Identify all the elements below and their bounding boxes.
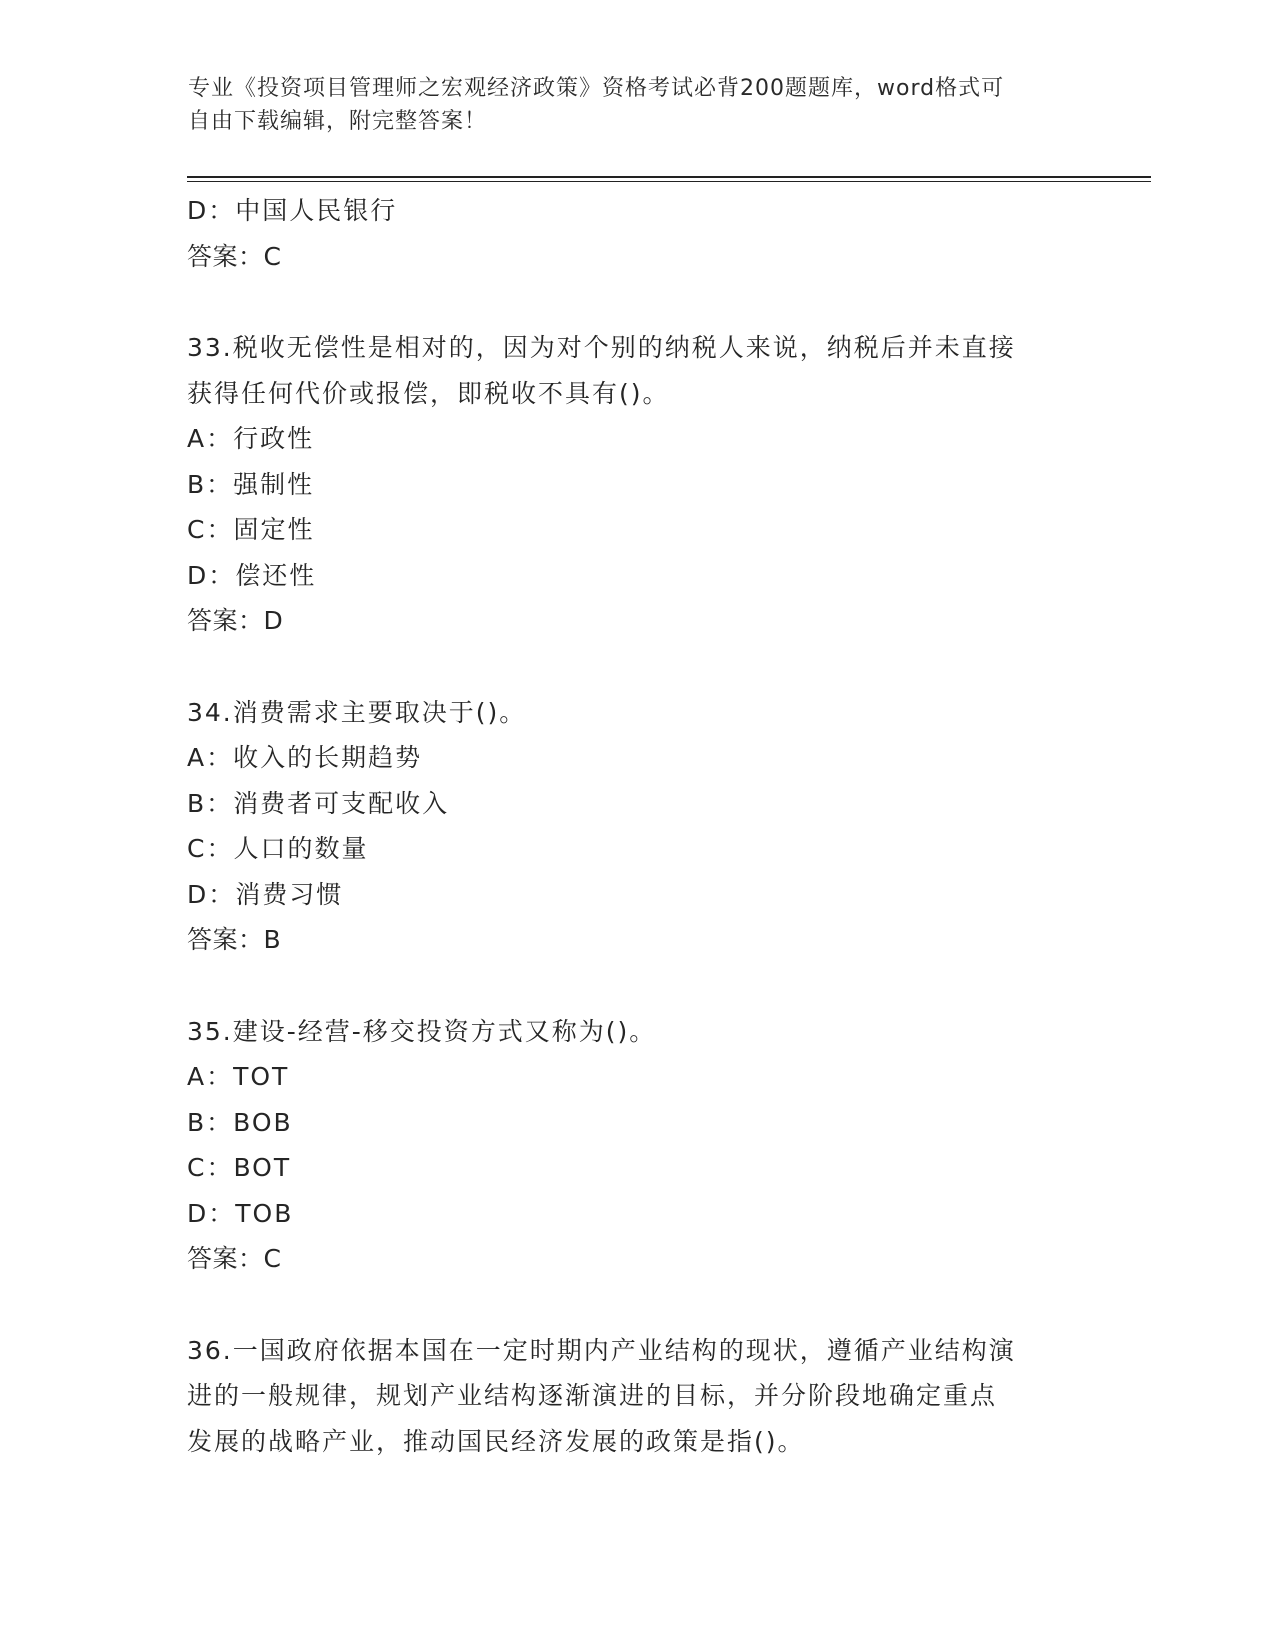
question-list [187,188,1087,1464]
question-stem-line: 35.建设-经营-移交投资方式又称为()。 [187,1016,657,1046]
spacer [187,1282,1087,1328]
spacer [187,279,1087,325]
prev-question-tail [187,188,1087,279]
option-b: B：强制性 [187,469,315,499]
spacer [187,963,1087,1009]
option-b: B：BOB [187,1107,293,1137]
option-a: A：行政性 [187,424,315,453]
header-divider [187,176,1151,182]
question-stem-line: 进的一般规律，规划产业结构逐渐演进的目标，并分阶段地确定重点 [187,1381,998,1410]
option-d: D：中国人民银行 [187,196,398,225]
question-36 [187,1328,1087,1465]
question-34 [187,690,1087,963]
option-b: B：消费者可支配收入 [187,788,450,818]
answer-line: 答案：C [187,241,282,271]
header-line-2: 自由下载编辑，附完整答案！ [188,109,488,134]
question-stem-line: 34.消费需求主要取决于()。 [187,697,527,727]
header-line-1: 专业《投资项目管理师之宏观经济政策》资格考试必背200题题库，word格式可 [188,76,1005,101]
question-stem-line: 发展的战略产业，推动国民经济发展的政策是指()。 [187,1426,805,1456]
question-33 [187,325,1087,644]
answer-line: 答案：B [187,925,282,954]
question-35 [187,1009,1087,1282]
option-c: C：人口的数量 [187,834,369,863]
option-d: D：消费习惯 [187,879,344,909]
question-stem-line: 33.税收无偿性是相对的，因为对个别的纳税人来说，纳税后并未直接 [187,333,1016,362]
option-d: D：偿还性 [187,560,317,590]
page-header [188,72,1068,138]
answer-line: 答案：C [187,1244,282,1273]
question-stem-line: 获得任何代价或报偿，即税收不具有()。 [187,378,670,408]
question-stem-line: 36.一国政府依据本国在一定时期内产业结构的现状，遵循产业结构演 [187,1335,1016,1365]
option-a: A：收入的长期趋势 [187,743,423,772]
spacer [187,644,1087,690]
option-c: C：BOT [187,1153,292,1182]
option-d: D：TOB [187,1198,294,1228]
option-c: C：固定性 [187,515,315,544]
option-a: A：TOT [187,1062,290,1091]
answer-line: 答案：D [187,606,284,635]
